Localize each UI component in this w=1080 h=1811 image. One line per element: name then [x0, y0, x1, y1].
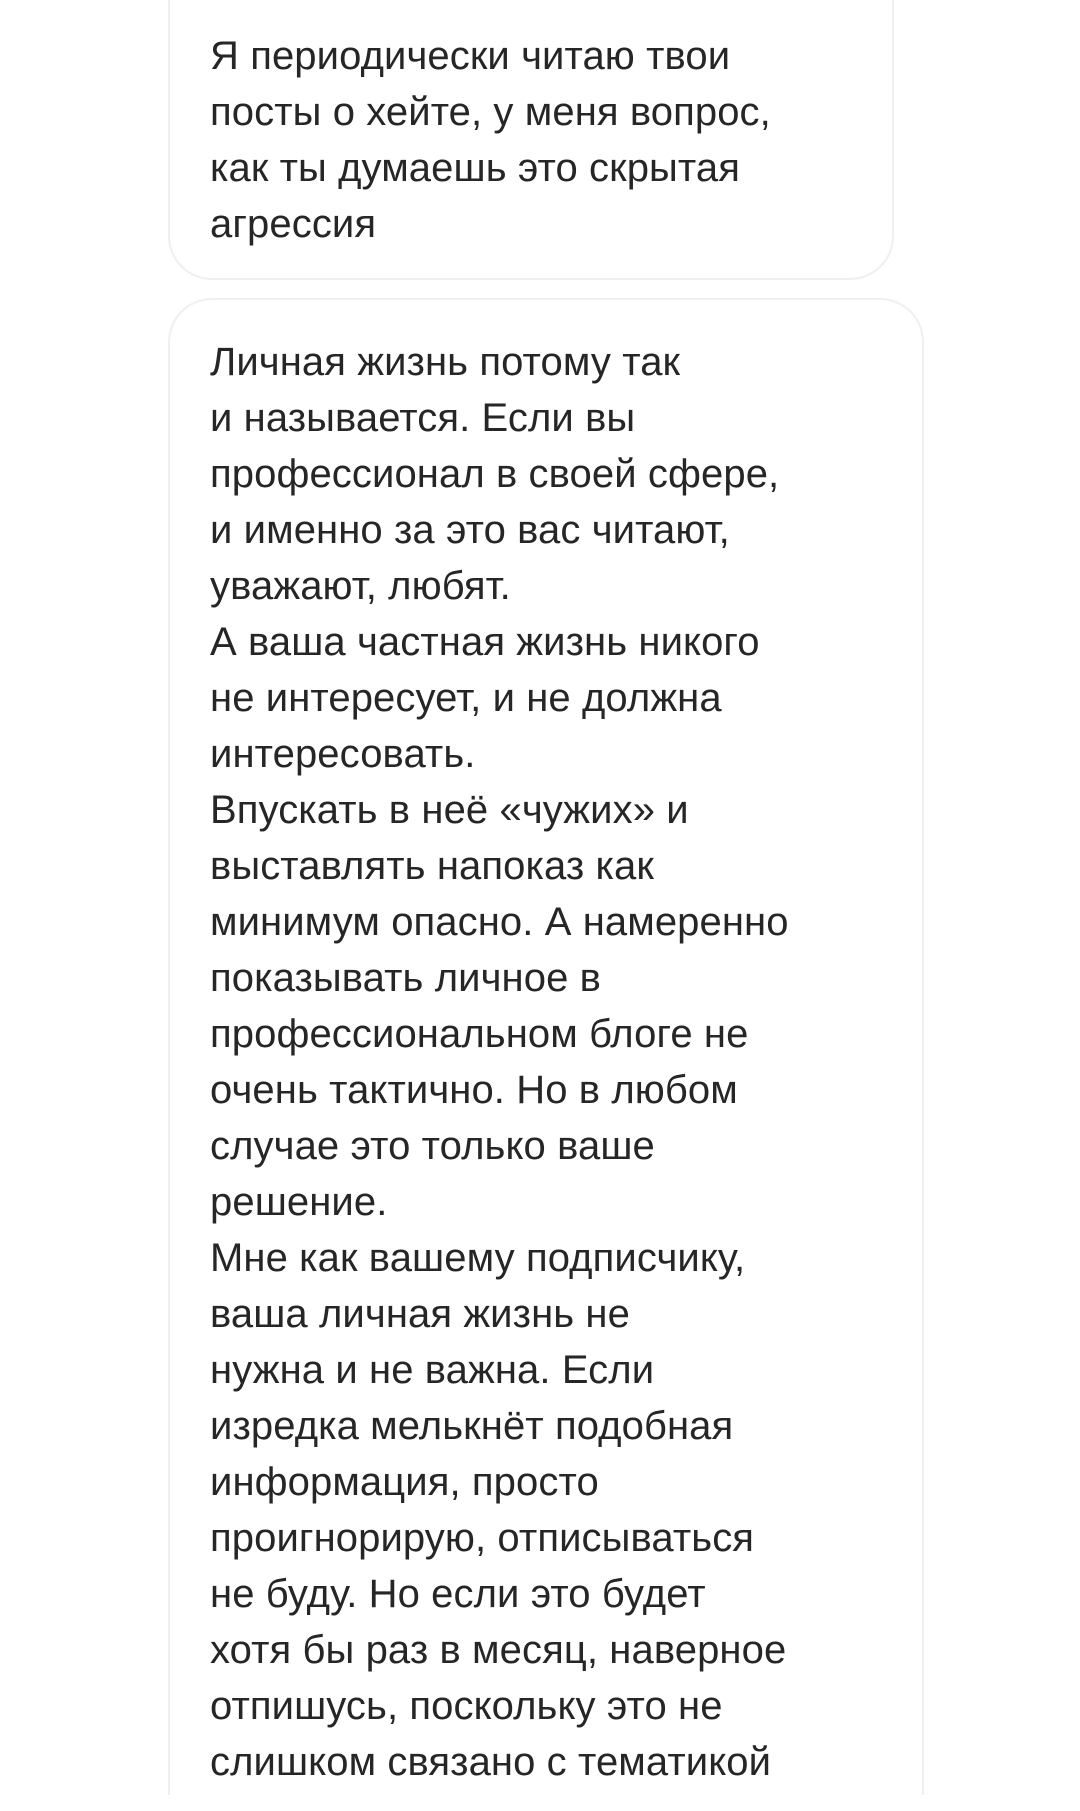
message-line: и называется. Если вы [210, 396, 636, 440]
message-line: агрессия [210, 202, 377, 246]
message-line: интересовать. [210, 732, 476, 776]
message-line: и именно за это вас читают, [210, 508, 730, 552]
message-line: как ты думаешь это скрытая [210, 146, 740, 190]
message-line: показывать личное в [210, 956, 601, 1000]
message-line: слишком связано с тематикой [210, 1740, 772, 1784]
message-line: информация, просто [210, 1460, 599, 1504]
message-line: Личная жизнь потому так [210, 340, 681, 384]
message-line: изредка мелькнёт подобная [210, 1404, 734, 1448]
message-line: ваша личная жизнь не [210, 1292, 630, 1336]
message-line: Мне как вашему подписчику, [210, 1236, 746, 1280]
message-text [210, 0, 852, 252]
message-line: Я периодически читаю твои [210, 34, 731, 78]
message-line: хотя бы раз в месяц, наверное [210, 1628, 787, 1672]
message-line: минимум опасно. А намеренно [210, 900, 789, 944]
message-line: посты о хейте, у меня вопрос, [210, 90, 771, 134]
message-line: решение. [210, 1180, 388, 1224]
message-line: уважают, любят. [210, 564, 511, 608]
message-line: профессионал в своей сфере, [210, 452, 780, 496]
message-line: случае это только ваше [210, 1124, 655, 1168]
message-line: очень тактично. Но в любом [210, 1068, 738, 1112]
message-line: нужна и не важна. Если [210, 1348, 655, 1392]
message-line: отпишусь, поскольку это не [210, 1684, 723, 1728]
message-line: профессиональном блоге не [210, 1012, 749, 1056]
screen-bottom-edge [0, 1795, 1080, 1811]
message-bubble[interactable] [168, 298, 924, 1811]
message-line: Впускать в неё «чужих» и [210, 788, 689, 832]
message-line: не буду. Но если это будет [210, 1572, 706, 1616]
message-bubble[interactable] [168, 0, 894, 280]
message-line: проигнорирую, отписываться [210, 1516, 755, 1560]
message-text [210, 300, 882, 1790]
message-line: не интересует, и не должна [210, 676, 722, 720]
message-line: А ваша частная жизнь никого [210, 620, 760, 664]
message-line: выставлять напоказ как [210, 844, 654, 888]
